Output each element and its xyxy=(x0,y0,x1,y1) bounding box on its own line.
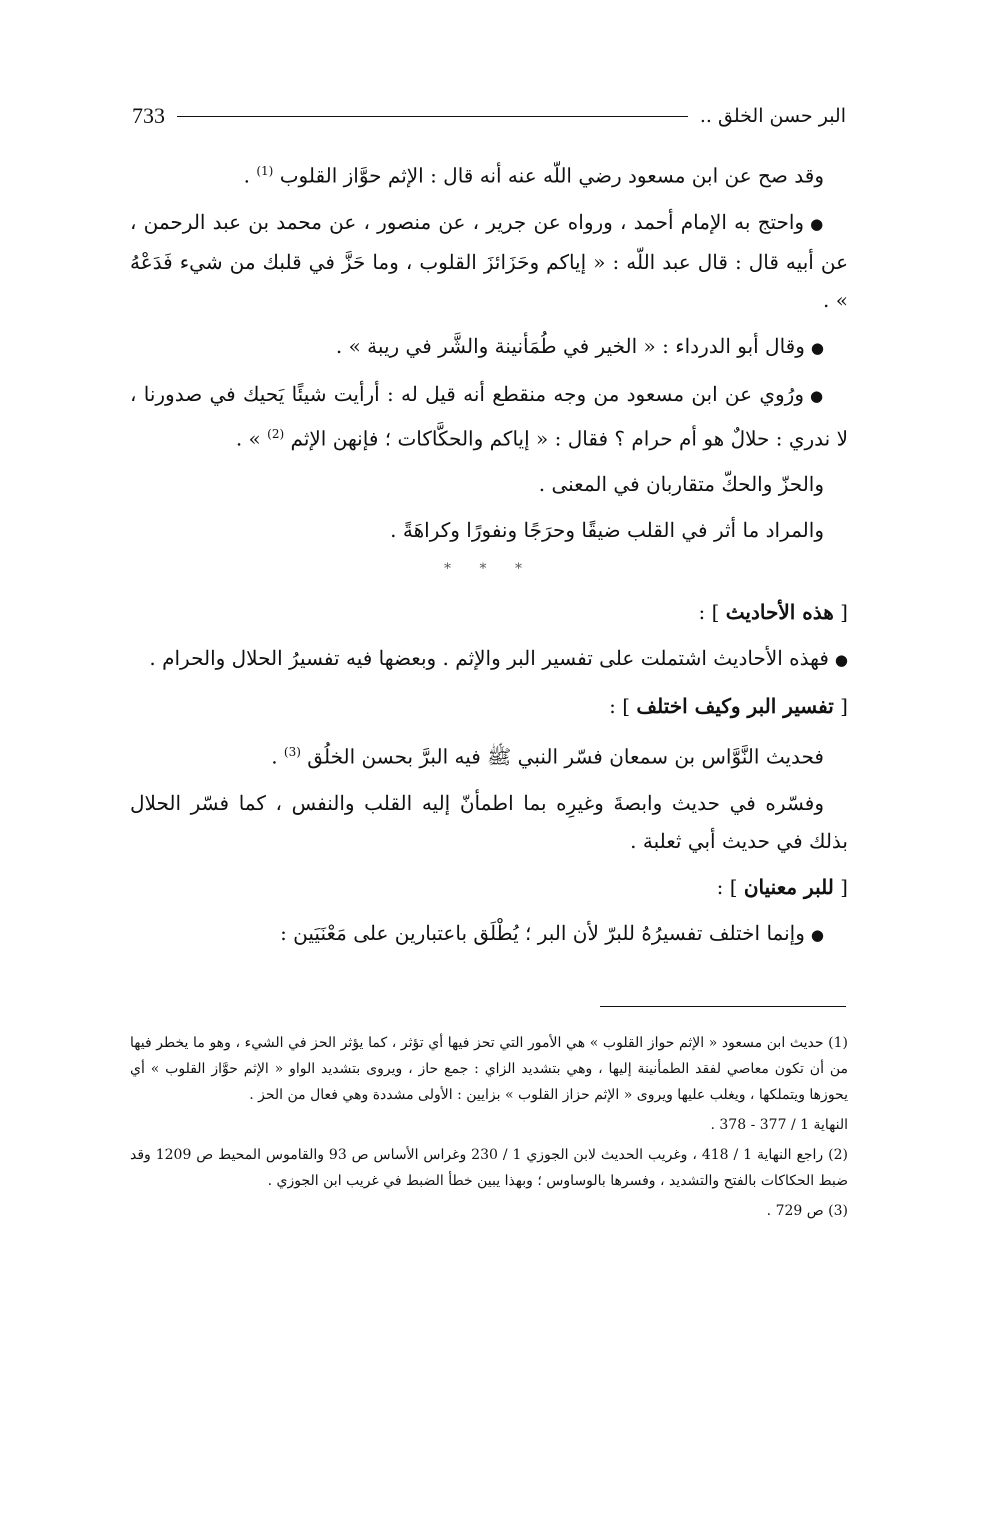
bullet-icon: ● xyxy=(810,925,824,944)
paragraph-3 xyxy=(130,327,848,367)
section-heading-3: [ للبر معنيان ] : xyxy=(716,874,848,899)
bullet-icon: ● xyxy=(810,386,824,405)
paragraph-text: وقد صح عن ابن مسعود رضي اللّه عنه أنه قال : الإثم حوَّاز القلوب xyxy=(279,163,824,188)
footnotes xyxy=(130,1030,848,1228)
paragraph-9 xyxy=(130,784,848,860)
page-number: 733 xyxy=(132,103,165,128)
footnote-1: (1) حديث ابن مسعود « الإثم حواز القلوب » هي الأمور التي تحز فيها أي تؤثر ، كما يؤثر الحز في الشيء ، وهو ما يخطر فيها من أن تكون معاصي لفقد الطمأنينة إليها ، وهي بتشديد الزاي : جمع حاز ، ويروى بتشديد الواو « الإثم حوَّاز القلوب » أي يحوزها ويتملكها ، ويغلب عليها ويروى « الإثم حزاز القلوب » بزايين : الأولى مشددة وهي فعال من الحز . xyxy=(130,1035,848,1103)
paragraph-6 xyxy=(130,511,848,549)
paragraph-2 xyxy=(130,203,848,319)
paragraph-7 xyxy=(130,639,848,679)
section-heading-2: [ تفسير البر وكيف اختلف ] : xyxy=(609,694,848,719)
page-header xyxy=(132,98,846,134)
paragraph-1: وقد صح عن ابن مسعود رضي اللّه عنه أنه قال : الإثم حوَّاز القلوب $^{(1)}$ . xyxy=(243,163,824,188)
running-title: البر حسن الخلق .. xyxy=(699,105,846,127)
footnote-ref-1[interactable]: (1) xyxy=(256,164,274,178)
paragraph-text: وإنما اختلف تفسيرُهُ للبرّ لأن البر ؛ يُطْلَق باعتبارين على مَعْنَيَين : xyxy=(280,920,805,945)
paragraph-5 xyxy=(130,465,848,503)
paragraph-text: وفسّره في حديث وابصةَ وغيرِه بما اطمأنّ إليه القلب والنفس ، كما فسّر الحلال بذلك في حديث أبي ثعلبة . xyxy=(130,790,848,853)
heading-title: تفسير البر وكيف اختلف xyxy=(636,694,834,719)
paragraph-text: والمراد ما أثر في القلب ضيقًا وحرَجًا ونفورًا وكراهَةً . xyxy=(390,518,824,543)
footnote-1-source: النهاية 1 / 377 - 378 . xyxy=(710,1117,848,1133)
paragraph-text: فحديث النَّوَّاس بن سمعان فسّر النبي ﷺ فيه البرَّ بحسن الخلُق xyxy=(307,744,824,769)
paragraph-text: فهذه الأحاديث اشتملت على تفسير البر والإثم . وبعضها فيه تفسيرُ الحلال والحرام . xyxy=(149,646,829,671)
main-text xyxy=(130,152,848,962)
footnote-3: (3) ص 729 . xyxy=(766,1203,848,1219)
paragraph-text: وقال أبو الدرداء : « الخير في طُمَأنينة والشَّر في ريبة » . xyxy=(335,333,805,358)
footnote-ref-2[interactable]: (2) xyxy=(267,426,285,441)
paragraph-text: والحزّ والحكّ متقاربان في المعنى . xyxy=(538,472,824,497)
paragraph-text: ورُوي عن ابن مسعود من وجه منقطع أنه قيل له : أرأيت شيئًا يَحيك في صدورنا ، لا ندري : حلالٌ هو أم حرام ؟ فقال : « إياكم والحكَّاكات ؛ فإنهن الإثم xyxy=(130,381,848,451)
bullet-icon: ● xyxy=(834,651,848,670)
paragraph-8: فحديث النَّوَّاس بن سمعان فسّر النبي ﷺ فيه البرَّ بحسن الخلُق $^{(3)}$ . xyxy=(271,744,824,769)
footnote-2: (2) راجع النهاية 1 / 418 ، وغريب الحديث لابن الجوزي 1 / 230 وغراس الأساس ص 93 والقاموس المحيط ص 1209 وقد ضبط الحكاكات بالفتح والتشديد ، وفسرها بالوساوس ؛ وبهذا يبين خطأ الضبط في غريب ابن الجوزي . xyxy=(130,1147,848,1189)
footnote-ref-3[interactable]: (3) xyxy=(283,745,301,760)
paragraph-10 xyxy=(130,914,848,954)
paragraph-text: واحتج به الإمام أحمد ، ورواه عن جرير ، عن منصور ، عن محمد بن عبد الرحمن ، عن أبيه قال : قال عبد اللّه : « إياكم وحَزَائزَ القلوب ، وما حَزَّ في قلبك من شيء فَدَعْهُ » . xyxy=(130,209,848,312)
section-heading-1: [ هذه الأحاديث ] : xyxy=(698,600,848,625)
section-separator: * * * xyxy=(444,561,534,578)
heading-title: للبر معنيان xyxy=(743,874,834,899)
heading-title: هذه الأحاديث xyxy=(725,600,834,625)
header-rule xyxy=(177,116,688,117)
paragraph-4: ●ورُوي عن ابن مسعود من وجه منقطع أنه قيل له : أرأيت شيئًا يَحيك في صدورنا ، لا ندري : حلالٌ هو أم حرام ؟ فقال : « إياكم والحكَّاكات ؛ فإنهن الإثم $^{(2)}$ » . xyxy=(130,381,848,451)
bullet-icon: ● xyxy=(810,214,824,233)
footnote-separator xyxy=(600,1006,846,1007)
bullet-icon: ● xyxy=(810,338,824,357)
